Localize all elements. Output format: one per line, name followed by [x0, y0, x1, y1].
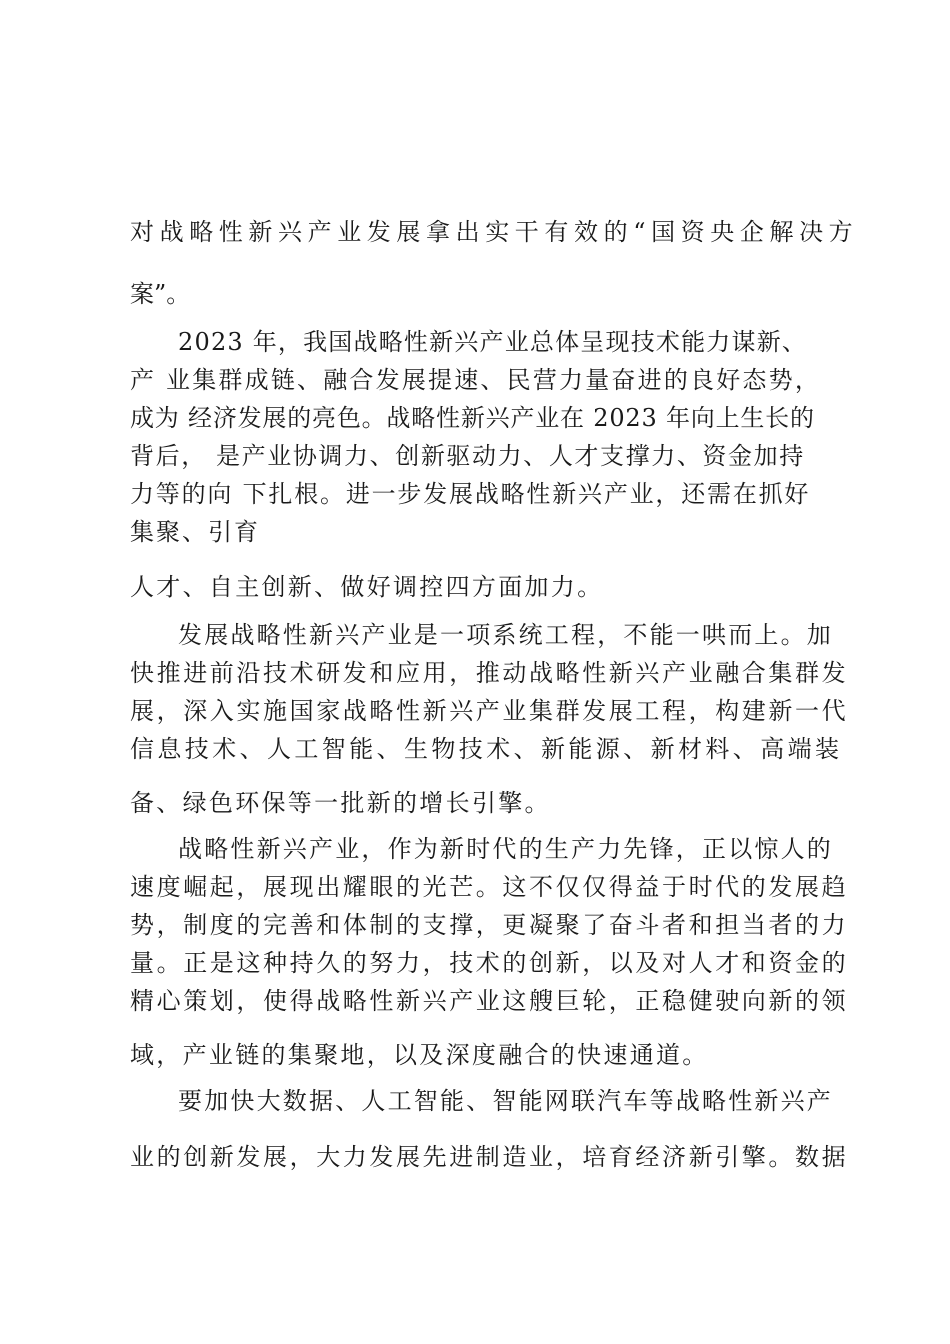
- text-line: 背后， 是产业协调力、创新驱动力、人才支撑力、资金加持: [130, 442, 805, 470]
- text-line: 要加快大数据、人工智能、智能网联汽车等战略性新兴产: [178, 1087, 833, 1115]
- text-line: 集聚、引育: [130, 518, 260, 546]
- text-line: 精心策划，使得战略性新兴产业这艘巨轮，正稳健驶向新的领: [130, 987, 849, 1015]
- text-line: 展，深入实施国家战略性新兴产业集群发展工程，构建新一代: [130, 697, 849, 725]
- text-line: 人才、自主创新、做好调控四方面加力。: [130, 573, 604, 601]
- text-line: 案”。: [130, 280, 191, 308]
- text-line: 势，制度的完善和体制的支撑，更凝聚了奋斗者和担当者的力: [130, 911, 849, 939]
- text-line: 力等的向 下扎根。进一步发展战略性新兴产业，还需在抓好: [130, 480, 811, 508]
- text-line: 快推进前沿技术研发和应用，推动战略性新兴产业融合集群发: [130, 659, 849, 687]
- text-line: 域，产业链的集聚地，以及深度融合的快速通道。: [130, 1041, 709, 1069]
- text-line: 备、绿色环保等一批新的增长引擎。: [130, 789, 551, 817]
- text-line: 业的创新发展，大力发展先进制造业，培育经济新引擎。数据: [130, 1143, 849, 1171]
- text-line: 2023 年，我国战略性新兴产业总体呈现技术能力谋新、: [178, 328, 808, 356]
- text-line: 信息技术、人工智能、生物技术、新能源、新材料、高端装: [130, 735, 843, 763]
- text-line: 发展战略性新兴产业是一项系统工程，不能一哄而上。加: [178, 621, 833, 649]
- text-line: 量。正是这种持久的努力，技术的创新，以及对人才和资金的: [130, 949, 849, 977]
- text-line: 成为 经济发展的亮色。战略性新兴产业在 2023 年向上生长的: [130, 404, 815, 432]
- text-line: 对战略性新兴产业发展拿出实干有效的“国资央企解决方: [130, 218, 859, 246]
- text-line: 速度崛起，展现出耀眼的光芒。这不仅仅得益于时代的发展趋: [130, 873, 849, 901]
- text-line: 产 业集群成链、融合发展提速、民营力量奋进的良好态势，: [130, 366, 822, 394]
- text-line: 战略性新兴产业，作为新时代的生产力先锋，正以惊人的: [178, 835, 833, 863]
